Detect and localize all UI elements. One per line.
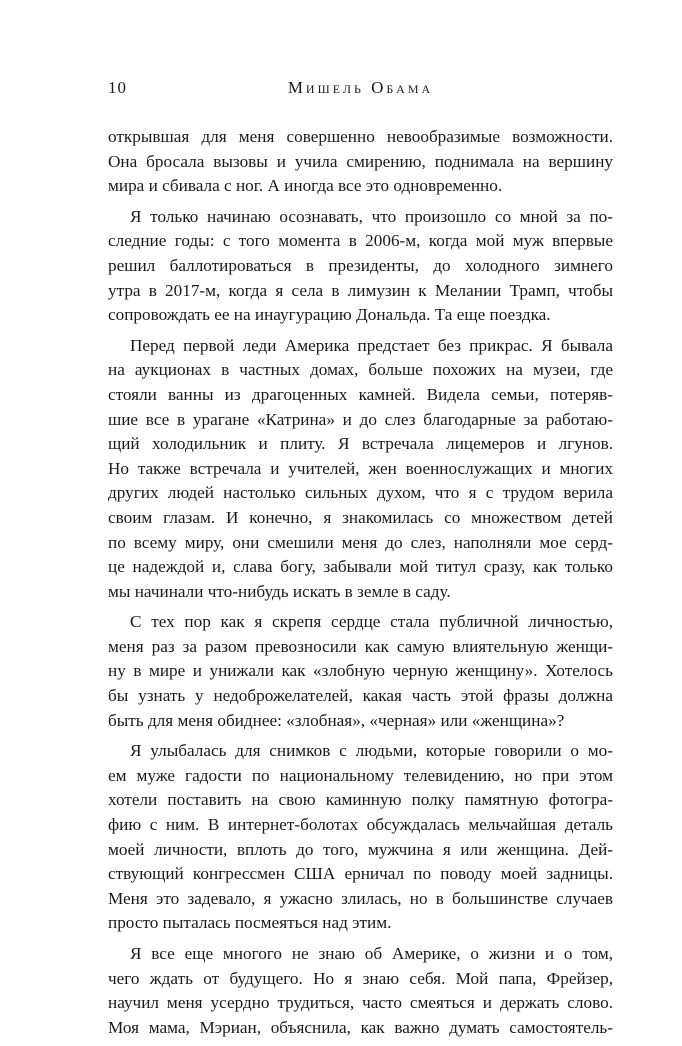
text-line: меня раз за разом превозносили как самую влиятельную женщи- xyxy=(108,636,613,656)
text-line: бы узнать у недоброжелателей, какая часть этой фразы должна xyxy=(108,686,613,706)
text-line: Меня это задевало, я ужасно злилась, но в большинстве случаев xyxy=(108,888,613,908)
text-line: Перед первой леди Америка предстает без прикрас. Я бывала xyxy=(130,335,613,355)
text-line: научил меня усердно трудиться, часто смеяться и держать слово. xyxy=(108,993,613,1013)
text-line: просто пыталась посмеяться над этим. xyxy=(108,913,392,933)
paragraph xyxy=(108,334,613,605)
page-header xyxy=(108,78,613,100)
text-line: на аукционах в частных домах, больше похожих на музеи, где xyxy=(108,360,613,380)
text-line: быть для меня обиднее: «злобная», «черная» или «женщина»? xyxy=(108,710,565,730)
page-number: 10 xyxy=(108,78,127,97)
paragraph xyxy=(108,610,613,733)
text-line: ем муже гадости по национальному телевидению, но при этом xyxy=(108,765,613,785)
text-line: открывшая для меня совершенно невообразимые возможности. xyxy=(108,127,613,146)
text-line: чего ждать от будущего. Но я знаю себя. Мой папа, Фрейзер, xyxy=(108,968,613,988)
text-line: Я улыбалась для снимков с людьми, которые говорили о мо- xyxy=(130,741,613,761)
text-line: хотели поставить на свою каминную полку памятную фотогра- xyxy=(108,790,613,810)
text-line: Но также встречала и учителей, жен военнослужащих и многих xyxy=(108,458,613,478)
text-line: утра в 2017-м, когда я села в лимузин к Мелании Трамп, чтобы xyxy=(108,280,613,300)
text-line: щий холодильник и плиту. Я встречала лицемеров и лгунов. xyxy=(108,434,613,454)
text-line: других людей настолько сильных духом, что я с трудом верила xyxy=(108,483,613,503)
text-line: Она бросала вызовы и учила смирению, поднимала на вершину xyxy=(108,151,613,171)
text-line: Я только начинаю осознавать, что произошло со мной за по- xyxy=(130,206,613,226)
text-line: стояли ванны из драгоценных камней. Видела семьи, потеряв- xyxy=(108,384,613,404)
text-line: фию с ним. В интернет-болотах обсуждалась мельчайшая деталь xyxy=(108,815,613,835)
text-line: ствующий конгрессмен США ерничал по поводу моей задницы. xyxy=(108,864,613,884)
paragraph xyxy=(108,205,613,328)
paragraph xyxy=(108,942,613,1040)
text-line: це надеждой и, слава богу, забывали мой титул сразу, как только xyxy=(108,557,613,577)
text-line: С тех пор как я скрепя сердце стала публичной личностью, xyxy=(130,612,613,632)
text-line: мы начинали что-нибудь искать в земле в саду. xyxy=(108,581,451,601)
text-line: моей личности, вплоть до того, мужчина я или женщина. Дей- xyxy=(108,839,613,859)
text-line: по всему миру, они смешили меня до слез, наполняли мое серд- xyxy=(108,532,613,552)
text-line: ну в мире и унижали как «злобную черную женщину». Хотелось xyxy=(108,661,613,681)
text-line: решил баллотироваться в президенты, до холодного зимнего xyxy=(108,255,613,275)
text-line: своим глазам. И конечно, я знакомилась со множеством детей xyxy=(108,507,613,527)
text-line: Моя мама, Мэриан, объяснила, как важно думать самостоятель- xyxy=(108,1017,613,1037)
text-line: мира и сбивала с ног. А иногда все это одновременно. xyxy=(108,176,503,196)
running-title: Мишель Обама xyxy=(287,78,434,97)
text-line: шие все в урагане «Катрина» и до слез благодарные за работаю- xyxy=(108,409,613,429)
text-line: сопровождать ее на инаугурацию Дональда. Та еще поездка. xyxy=(108,305,551,325)
text-line: следние годы: с того момента в 2006-м, когда мой муж впервые xyxy=(108,231,613,251)
paragraph xyxy=(108,739,613,936)
paragraph xyxy=(108,125,613,199)
body-text xyxy=(108,125,613,1046)
text-line: Я все еще многого не знаю об Америке, о жизни и о том, xyxy=(130,944,613,963)
